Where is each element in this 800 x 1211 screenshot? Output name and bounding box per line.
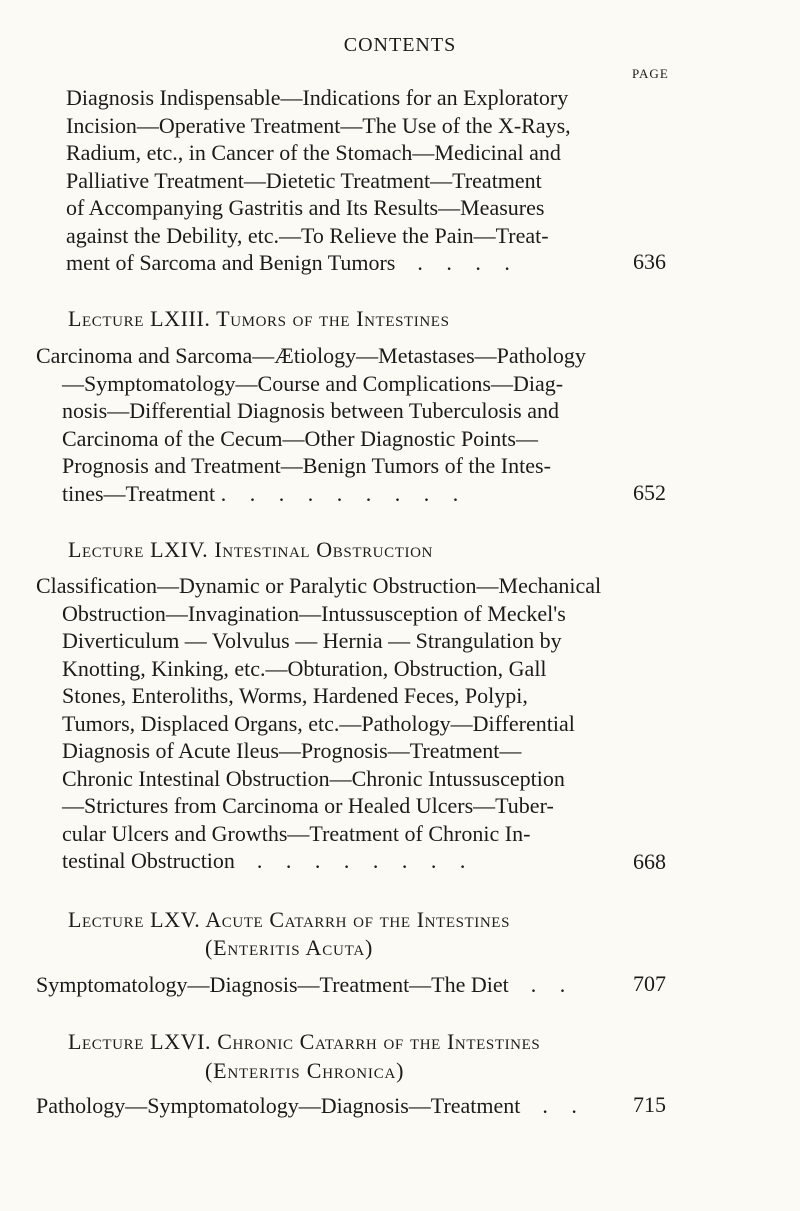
entry-line: Palliative Treatment—Dietetic Treatment—Treatment (66, 167, 542, 193)
lecture-subheading: (Enteritis Acuta) (205, 935, 374, 960)
entry-line-last (66, 249, 666, 277)
entry-line: Tumors, Displaced Organs, etc.—Pathology—Differential (62, 710, 575, 736)
entry-text (66, 84, 666, 277)
leader-dots: . . . . (417, 250, 519, 275)
entry-line-last (62, 480, 662, 508)
page-column-label: PAGE (632, 66, 669, 81)
entry-text (36, 572, 662, 875)
entry-line: Obstruction—Invagination—Intussusception of Meckel's (62, 600, 566, 626)
entry-line: Carcinoma of the Cecum—Other Diagnostic Points— (62, 425, 538, 451)
lecture-heading (68, 907, 688, 933)
entry-line: Diverticulum — Volvulus — Hernia — Strangulation by (62, 628, 562, 653)
page-number: 707 (633, 971, 666, 996)
entry-line: Diagnosis of Acute Ileus—Prognosis—Treatment— (62, 738, 522, 763)
running-head: CONTENTS (343, 34, 457, 56)
entry-line-last (62, 847, 662, 875)
entry-line-text: ment of Sarcoma and Benign Tumors (66, 250, 396, 275)
entry-line-text: Pathology—Symptomatology—Diagnosis—Treatment (36, 1093, 521, 1118)
entry-line: Diagnosis Indispensable—Indications for an Exploratory (66, 85, 569, 110)
lecture-heading-text: Lecture LXV. Acute Catarrh of the Intestines (68, 907, 511, 932)
entry-line: of Accompanying Gastritis and Its Results—Measures (66, 195, 545, 220)
entry-line: cular Ulcers and Growths—Treatment of Chronic In- (62, 820, 531, 846)
entry-line-text: tines—Treatment (62, 480, 216, 506)
entry-line: Carcinoma and Sarcoma—Ætiology—Metastases—Pathology (36, 343, 586, 368)
lecture-heading (68, 537, 688, 563)
entry-line: Incision—Operative Treatment—The Use of the X-Rays, (66, 112, 571, 138)
entry-line: Classification—Dynamic or Paralytic Obstruction—Mechanical (36, 573, 602, 598)
lecture-heading-text: Lecture LXIII. Tumors of the Intestines (68, 306, 450, 331)
entry-line: against the Debility, etc.—To Relieve the Pain—Treat- (66, 222, 549, 248)
lecture-heading-text: Lecture LXVI. Chronic Catarrh of the Intestines (68, 1029, 541, 1054)
leader-dots: . . . . . . . . . (220, 480, 468, 506)
entry-line: Radium, etc., in Cancer of the Stomach—Medicinal and (66, 140, 561, 165)
entry-text (36, 1092, 636, 1120)
entry-line: —Strictures from Carcinoma or Healed Ulcers—Tuber- (62, 793, 554, 818)
page-number: 652 (633, 480, 666, 505)
page-number: 636 (633, 249, 666, 274)
entry-line-text: testinal Obstruction (62, 848, 235, 873)
entry-line-text: Symptomatology—Diagnosis—Treatment—The Diet (36, 972, 509, 997)
page-number: 715 (633, 1092, 666, 1117)
entry-text (36, 971, 636, 999)
entry-line: nosis—Differential Diagnosis between Tuberculosis and (62, 398, 559, 423)
entry-line: Stones, Enteroliths, Worms, Hardened Feces, Polypi, (62, 683, 528, 708)
lecture-subheading: (Enteritis Chronica) (205, 1058, 405, 1083)
leader-dots: . . (542, 1093, 586, 1118)
entry-line: Chronic Intestinal Obstruction—Chronic Intussusception (62, 765, 565, 791)
leader-dots: . . . . . . . . (256, 848, 475, 873)
lecture-heading (68, 306, 688, 332)
entry-line-last (36, 971, 636, 999)
lecture-heading (68, 1029, 688, 1055)
entry-line-last (36, 1092, 636, 1120)
lecture-heading-text: Lecture LXIV. Intestinal Obstruction (68, 537, 433, 562)
entry-line: —Symptomatology—Course and Complications—Diag- (62, 370, 564, 396)
entry-line: Prognosis and Treatment—Benign Tumors of the Intes- (62, 453, 551, 478)
leader-dots: . . (530, 972, 575, 997)
entry-text (36, 342, 662, 507)
entry-line: Knotting, Kinking, etc.—Obturation, Obstruction, Gall (62, 655, 547, 681)
page-number: 668 (633, 849, 666, 874)
